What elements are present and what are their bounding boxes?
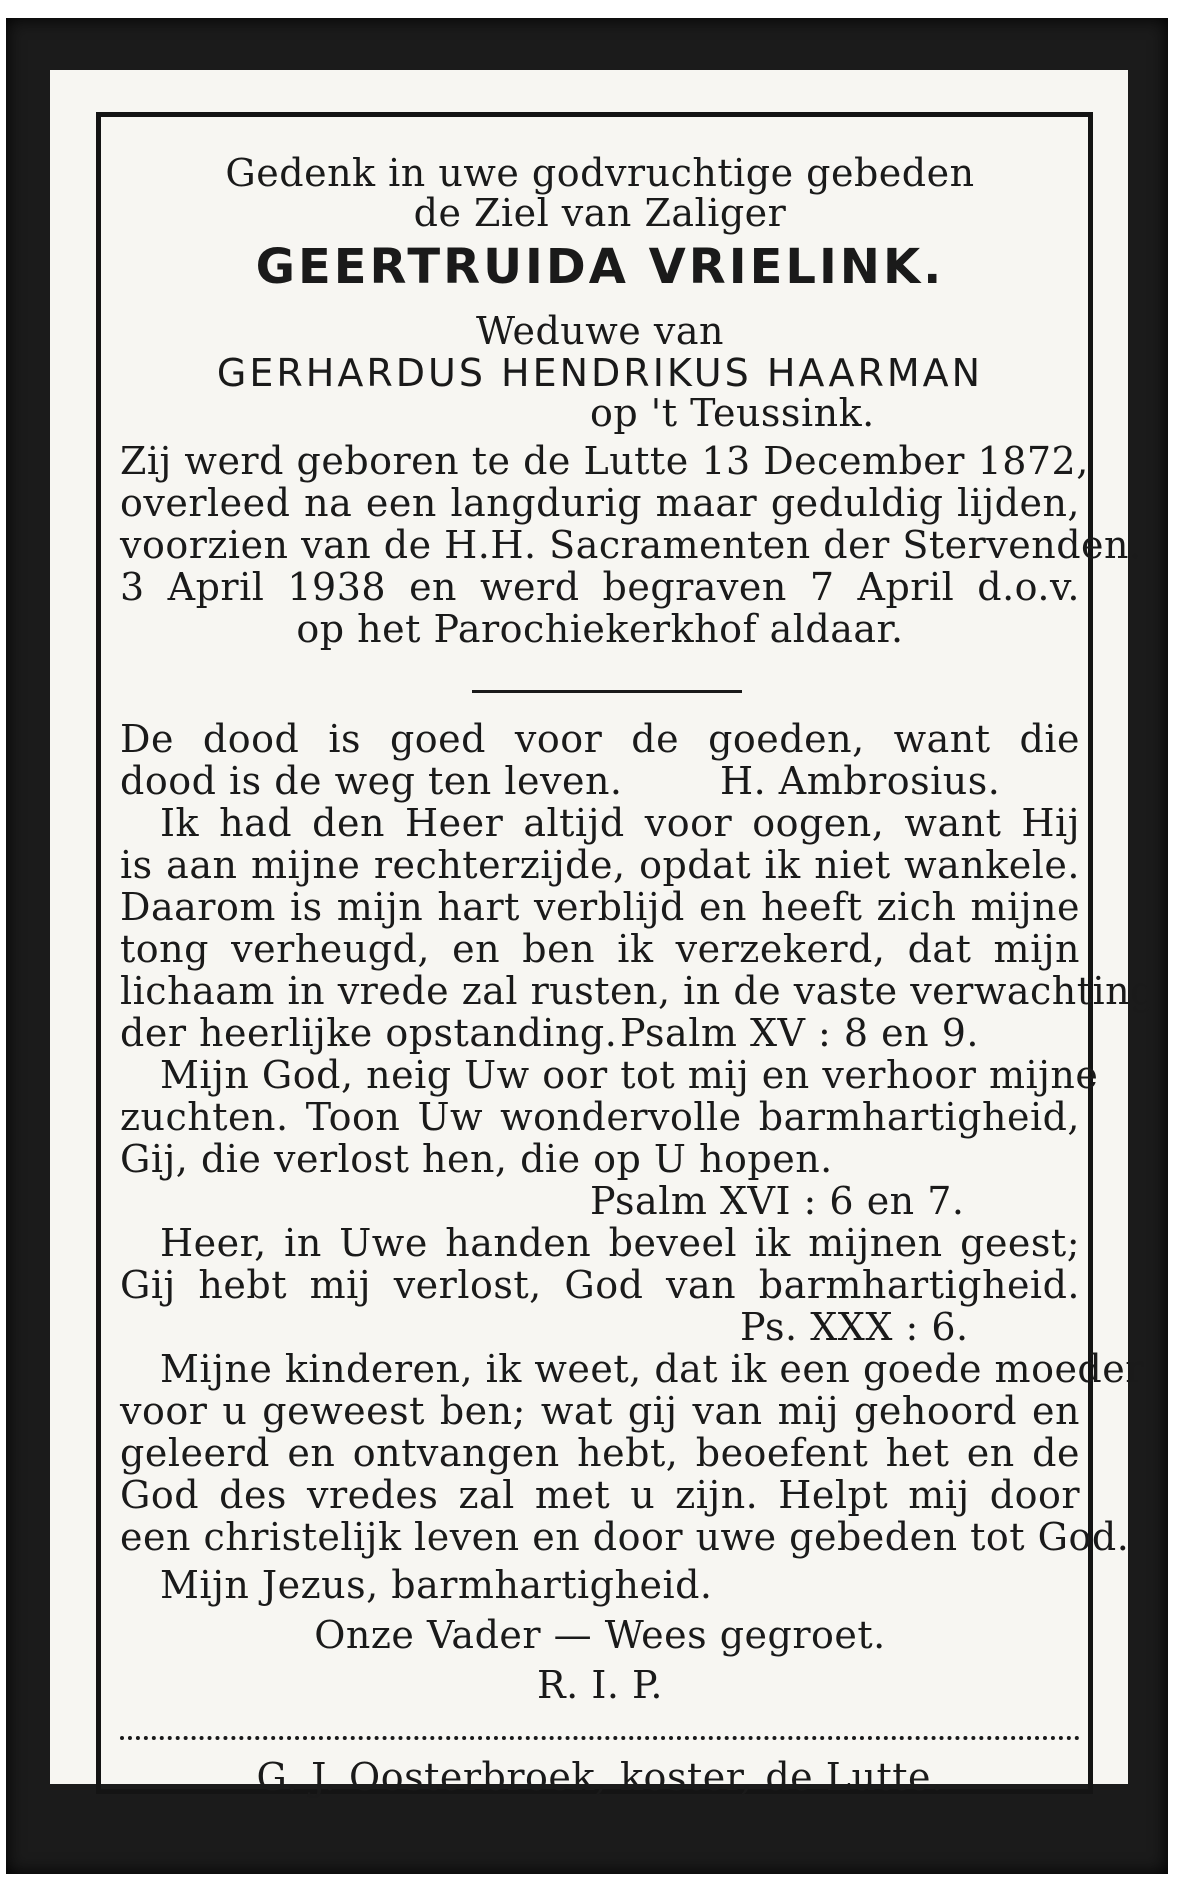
psalm-line: tong verheugd, en ben ik verzekerd, dat mijn xyxy=(120,927,1080,971)
bio-line: op het Parochiekerkhof aldaar. xyxy=(296,607,904,651)
deceased-name: GEERTRUIDA VRIELINK. xyxy=(255,239,945,295)
intro-line-1: Gedenk in uwe godvruchtige gebeden xyxy=(225,151,975,195)
quote-line: De dood is goed voor de goeden, want die xyxy=(120,717,1080,761)
psalm-line: zuchten. Toon Uw wondervolle barmhartigheid, xyxy=(120,1095,1080,1139)
psalm-line: Ik had den Heer altijd voor oogen, want Hij xyxy=(160,801,1080,845)
psalm-reference: Ps. XXX : 6. xyxy=(740,1305,969,1349)
quote-line: dood is de weg ten leven. xyxy=(120,759,623,803)
widow-line: Weduwe van xyxy=(476,309,724,353)
bio-line: voorzien van de H.H. Sacramenten der Stervenden. xyxy=(120,523,1142,567)
psalm-line: der heerlijke opstanding. xyxy=(120,1011,618,1055)
psalm-line: Gij hebt mij verlost, God van barmhartigheid. xyxy=(120,1263,1080,1307)
psalm-line: Mijn God, neig Uw oor tot mij en verhoor mijne xyxy=(160,1053,1099,1097)
mother-line: Mijne kinderen, ik weet, dat ik een goede moeder xyxy=(160,1347,1144,1391)
psalm-line: lichaam in vrede zal rusten, in de vaste verwachting xyxy=(120,969,1155,1013)
rip-line: R. I. P. xyxy=(537,1663,663,1707)
psalm-line: Gij, die verlost hen, die op U hopen. xyxy=(120,1137,833,1181)
psalm-line: is aan mijne rechterzijde, opdat ik niet wankele. xyxy=(120,843,1080,887)
bio-line: overleed na een langdurig maar geduldig lijden, xyxy=(120,481,1080,525)
intro-line-2: de Ziel van Zaliger xyxy=(413,191,787,235)
psalm-reference: Psalm XV : 8 en 9. xyxy=(620,1011,979,1055)
divider xyxy=(472,690,742,693)
psalm-line: Heer, in Uwe handen beveel ik mijnen geest; xyxy=(160,1221,1080,1265)
mother-line: geleerd en ontvangen hebt, beoefent het en de xyxy=(120,1431,1080,1475)
place-line: op 't Teussink. xyxy=(590,391,875,435)
bio-line: Zij werd geboren te de Lutte 13 December 1872, xyxy=(120,439,1089,483)
quote-source: H. Ambrosius. xyxy=(720,759,1001,803)
husband-name: GERHARDUS HENDRIKUS HAARMAN xyxy=(216,351,984,395)
dotted-divider xyxy=(120,1736,1080,1740)
psalm-line: Daarom is mijn hart verblijd en heeft zich mijne xyxy=(120,885,1080,929)
jezus-line: Mijn Jezus, barmhartigheid. xyxy=(160,1563,713,1607)
mother-line: voor u geweest ben; wat gij van mij gehoord en xyxy=(120,1389,1080,1433)
prayer-line: Onze Vader — Wees gegroet. xyxy=(314,1613,886,1657)
mother-line: een christelijk leven en door uwe gebeden tot God. xyxy=(120,1515,1130,1559)
printer-line: G. J. Oosterbroek, koster, de Lutte. xyxy=(256,1755,944,1799)
mother-line: God des vredes zal met u zijn. Helpt mij door xyxy=(120,1473,1080,1517)
psalm-reference: Psalm XVI : 6 en 7. xyxy=(590,1179,965,1223)
bio-line: 3 April 1938 en werd begraven 7 April d.o.v. xyxy=(120,565,1080,609)
